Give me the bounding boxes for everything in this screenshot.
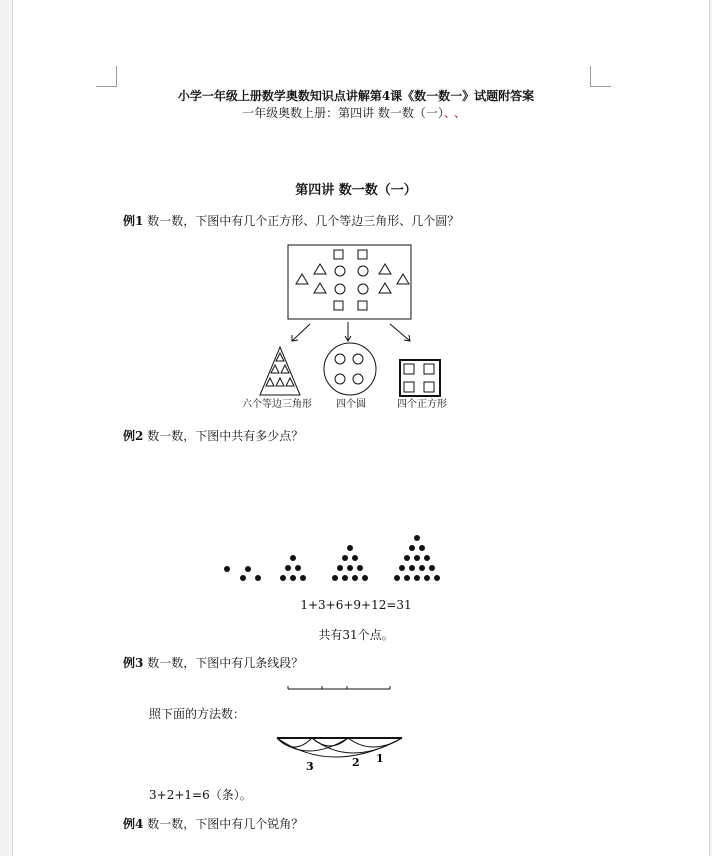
dot [414,555,420,561]
example-4-question [123,817,303,831]
example-3-equation: 3+2+1=6（条）。 [149,788,252,802]
dot [424,575,430,581]
segment-line-figure [286,682,396,694]
example-2-text: 数一数，下图中共有多少点？ [147,429,304,443]
circle-shape [358,266,368,276]
dot [429,565,435,571]
dot [290,575,296,581]
dot [342,575,348,581]
document-subtitle-text: 一年级奥数上册：第四讲 数一数（一） [242,106,444,120]
example-2-label: 例2 [123,429,144,443]
document-page [12,0,710,856]
circle-shape [335,284,345,294]
big-circle [324,343,376,395]
dot [290,555,296,561]
dot [434,575,440,581]
square-shape [334,301,343,310]
square-shape [358,301,367,310]
dot [409,565,415,571]
example-2-answer: 共有31个点。 [318,628,394,642]
dot [362,575,368,581]
dot [352,555,358,561]
dot [255,575,261,581]
example-3-text: 数一数，下图中有几条线段？ [147,656,304,670]
caption-triangles: 六个等边三角形 [242,399,312,410]
dot [404,575,410,581]
dot [352,575,358,581]
triangle-shape [379,264,391,274]
circle-shape [335,266,345,276]
dot [414,535,420,541]
square-shape [358,250,367,259]
dot [409,545,415,551]
dot-triangles-figure [220,522,460,584]
dot [342,555,348,561]
dot [419,545,425,551]
dot [332,575,338,581]
crop-mark-top-right [590,66,611,87]
dot [240,575,246,581]
triangle-shape [314,283,326,293]
dot [337,565,343,571]
dot [394,575,400,581]
document-subtitle [0,106,712,120]
segment-arcs-figure [272,732,412,774]
document-title: 小学一年级上册数学奥数知识点讲解第4课《数一数一》试题附答案 [177,89,535,103]
triangle-shape [314,264,326,274]
example-2-question [123,429,303,443]
dot [424,555,430,561]
example-1-text: 数一数，下图中有几个正方形、几个等边三角形、几个圆？ [147,214,460,228]
triangle-shape [379,283,391,293]
dot [414,575,420,581]
crop-mark-top-left [96,66,117,87]
dot [295,565,301,571]
dot [245,566,251,572]
big-triangle [260,347,300,395]
dot [285,565,291,571]
example-2-equation: 1+3+6+9+12=31 [300,598,412,612]
arc-label: 2 [352,756,360,769]
caption-circles: 四个圆 [336,399,366,410]
subtitle-marks: 、、 [443,106,470,120]
dot [347,545,353,551]
example-4-label: 例4 [123,817,144,831]
section-heading: 第四讲 数一数（一） [295,183,417,198]
example-3-method: 照下面的方法数： [149,707,246,721]
dot [357,565,363,571]
circle-shape [358,284,368,294]
example-4-text: 数一数，下图中有几个锐角？ [147,817,304,831]
example-3-question [123,656,303,670]
dot [347,565,353,571]
example-1-label: 例1 [123,214,144,228]
arc-label: 3 [306,760,314,773]
dot [224,566,230,572]
dot [280,575,286,581]
triangle-shape [296,274,308,284]
example-1-figure [230,244,460,414]
triangle-shape [397,274,409,284]
dot [404,555,410,561]
caption-squares: 四个正方形 [397,399,447,410]
example-3-label: 例3 [123,656,144,670]
dot [300,575,306,581]
dot [399,565,405,571]
dot [419,565,425,571]
square-shape [334,250,343,259]
arc-label: 1 [376,752,384,765]
example-1-question [123,214,459,228]
